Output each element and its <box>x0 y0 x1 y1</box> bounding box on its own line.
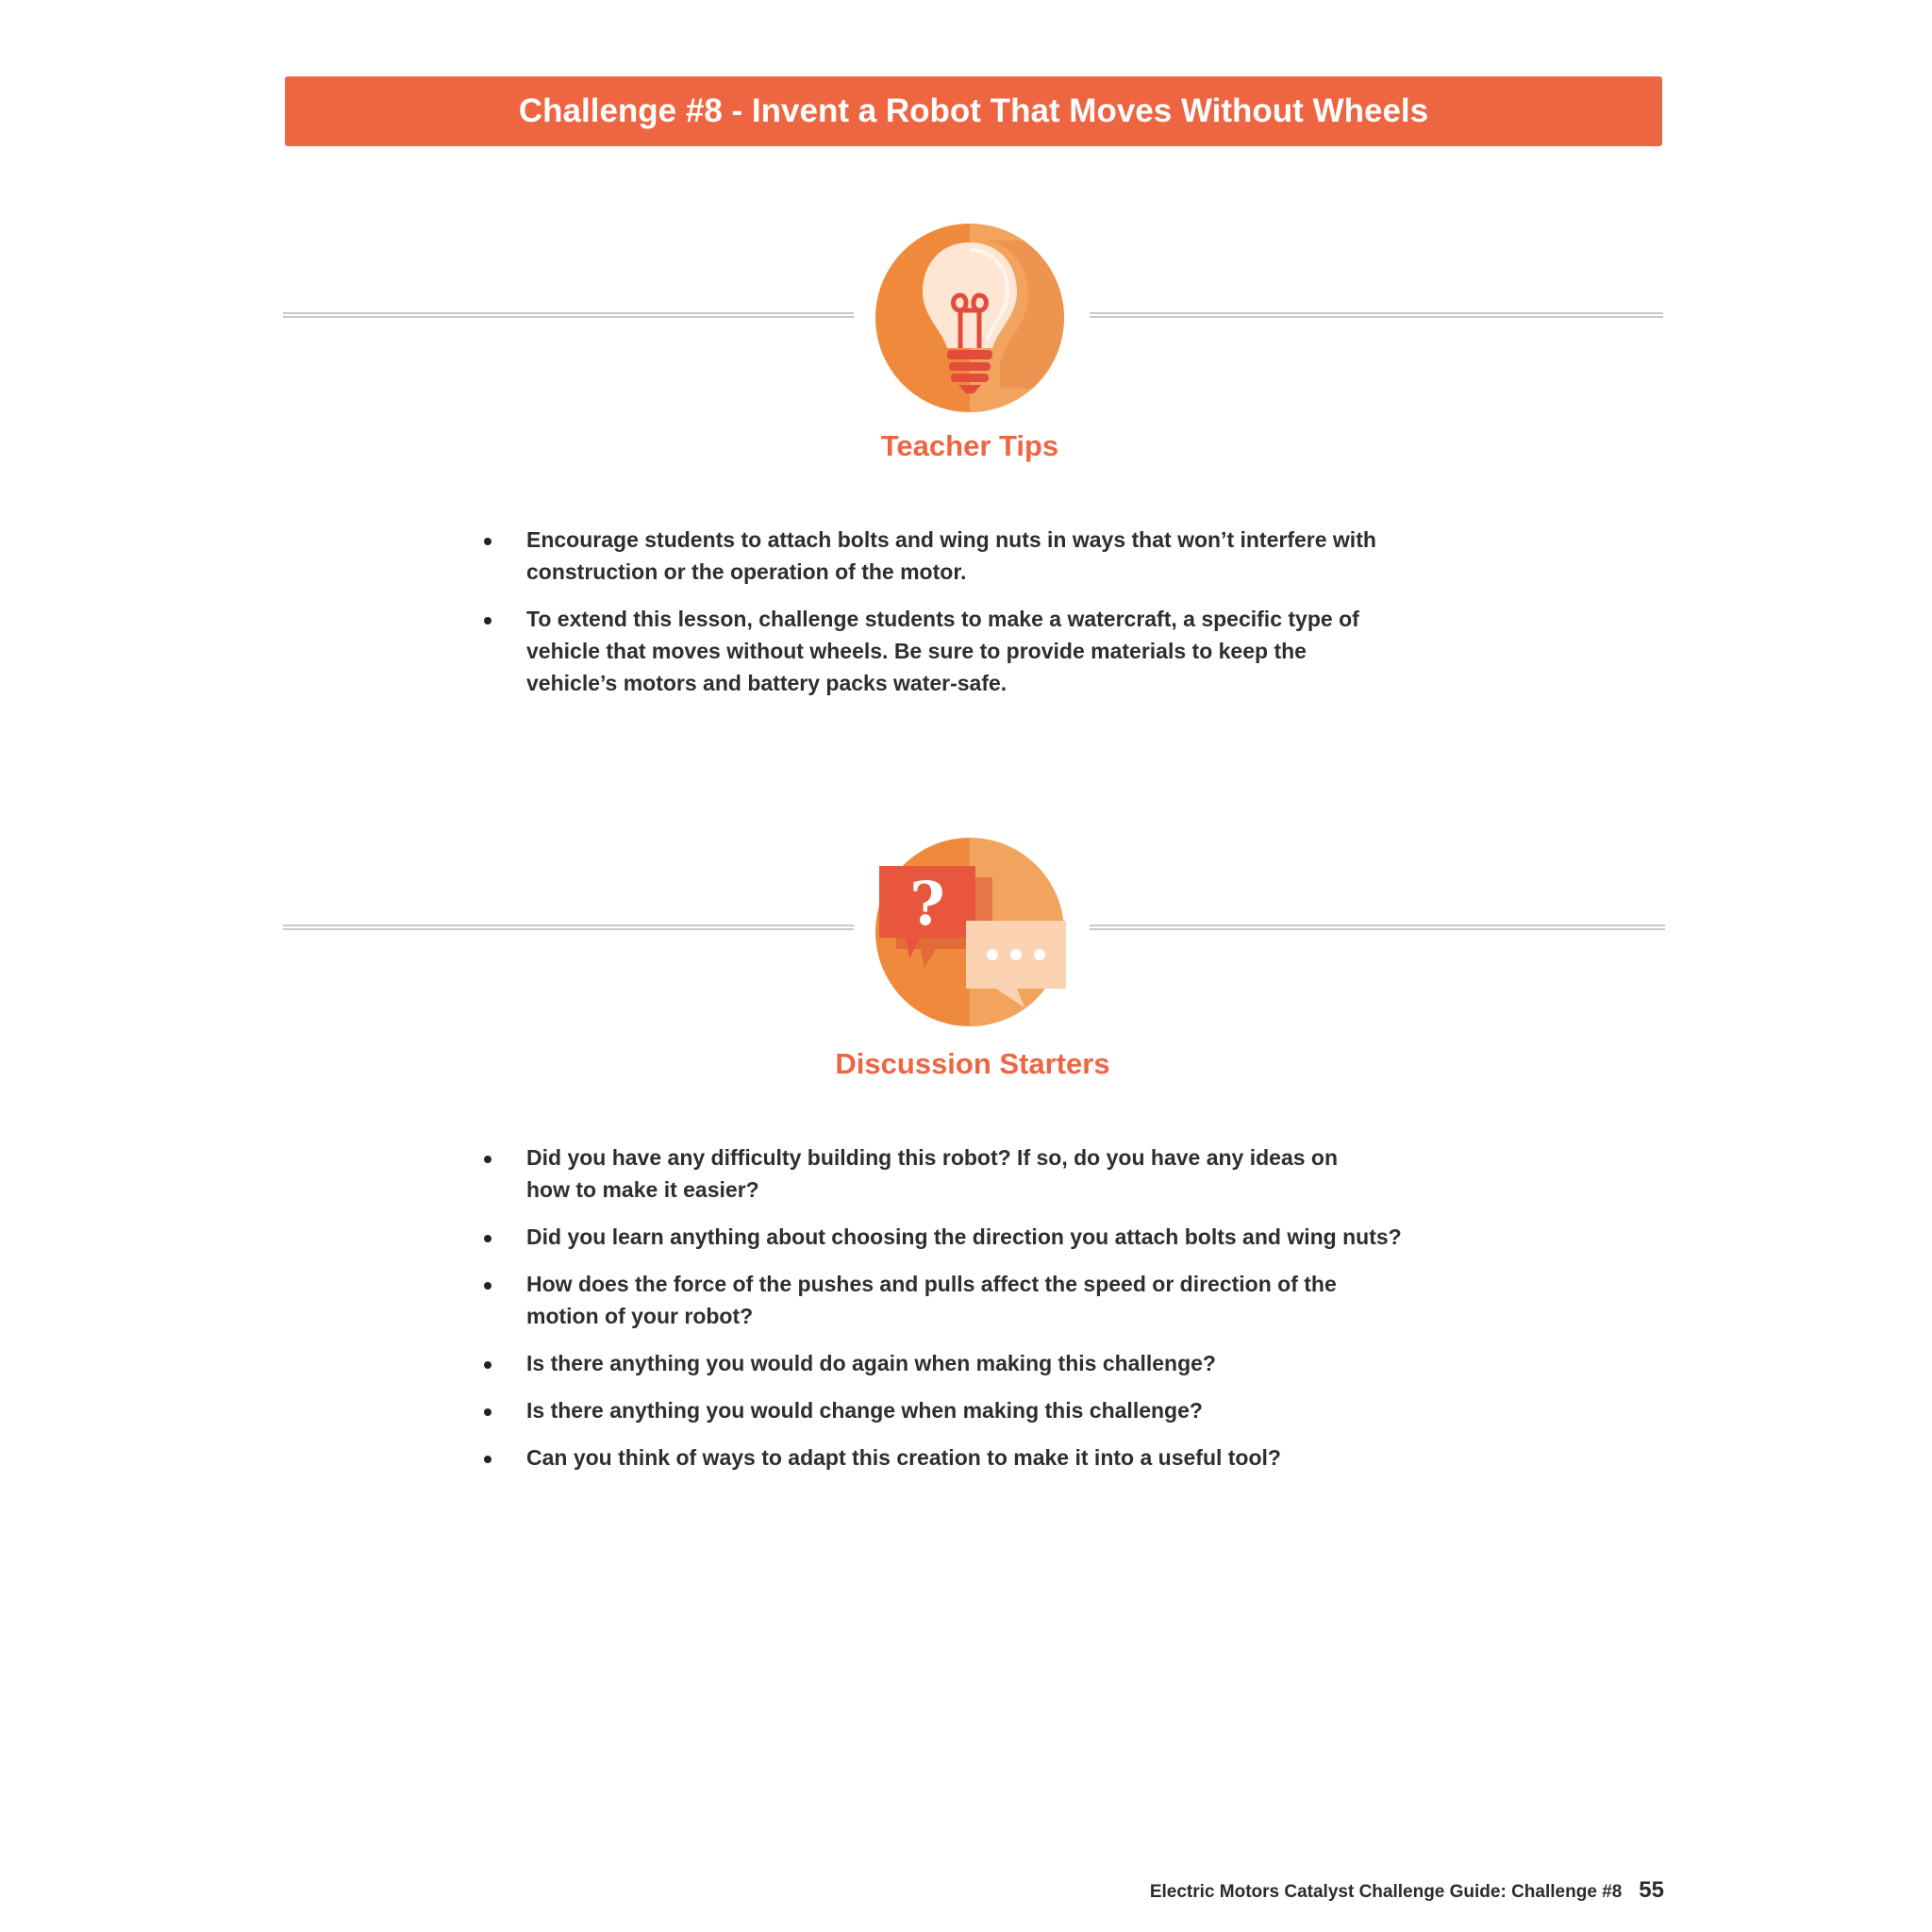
teacher-tips-heading: Teacher Tips <box>880 429 1059 462</box>
divider-left <box>283 924 854 930</box>
speech-bubbles-icon <box>875 838 1070 1026</box>
page-title: Challenge #8 - Invent a Robot That Moves Without Wheels <box>518 92 1429 129</box>
list-item: Did you have any difficulty building this robot? If so, do you have any ideas on how to make it easier? <box>479 1141 1375 1206</box>
divider-right <box>1090 924 1665 930</box>
list-item: Is there anything you would change when making this challenge? <box>479 1394 1479 1426</box>
list-item: How does the force of the pushes and pulls affect the speed or direction of the motion of your robot? <box>479 1268 1357 1332</box>
svg-text:?: ? <box>909 869 945 940</box>
discussion-starters-list <box>479 1141 1479 1489</box>
list-item: Did you learn anything about choosing the direction you attach bolts and wing nuts? <box>479 1221 1479 1253</box>
page-footer <box>1150 1877 1664 1904</box>
lightbulb-icon <box>875 224 1064 412</box>
list-item: Can you think of ways to adapt this creation to make it into a useful tool? <box>479 1441 1479 1474</box>
divider-left <box>283 312 854 318</box>
divider-right <box>1090 312 1663 318</box>
discussion-starters-heading: Discussion Starters <box>835 1047 1110 1080</box>
list-item: Is there anything you would do again when making this challenge? <box>479 1347 1479 1379</box>
footer-guide-title: Electric Motors Catalyst Challenge Guide: Challenge #8 <box>1149 1882 1623 1902</box>
teacher-tips-list <box>479 524 1479 714</box>
list-item: Encourage students to attach bolts and wing nuts in ways that won’t interfere with construction or the operation of the motor. <box>479 524 1479 588</box>
list-item: To extend this lesson, challenge students to make a watercraft, a specific type of vehicle that moves without wheels. Be sure to provide materials to keep the vehicle’s motors and battery packs water-safe. <box>479 603 1394 699</box>
page-number: 55 <box>1639 1877 1664 1903</box>
challenge-banner <box>285 76 1662 146</box>
